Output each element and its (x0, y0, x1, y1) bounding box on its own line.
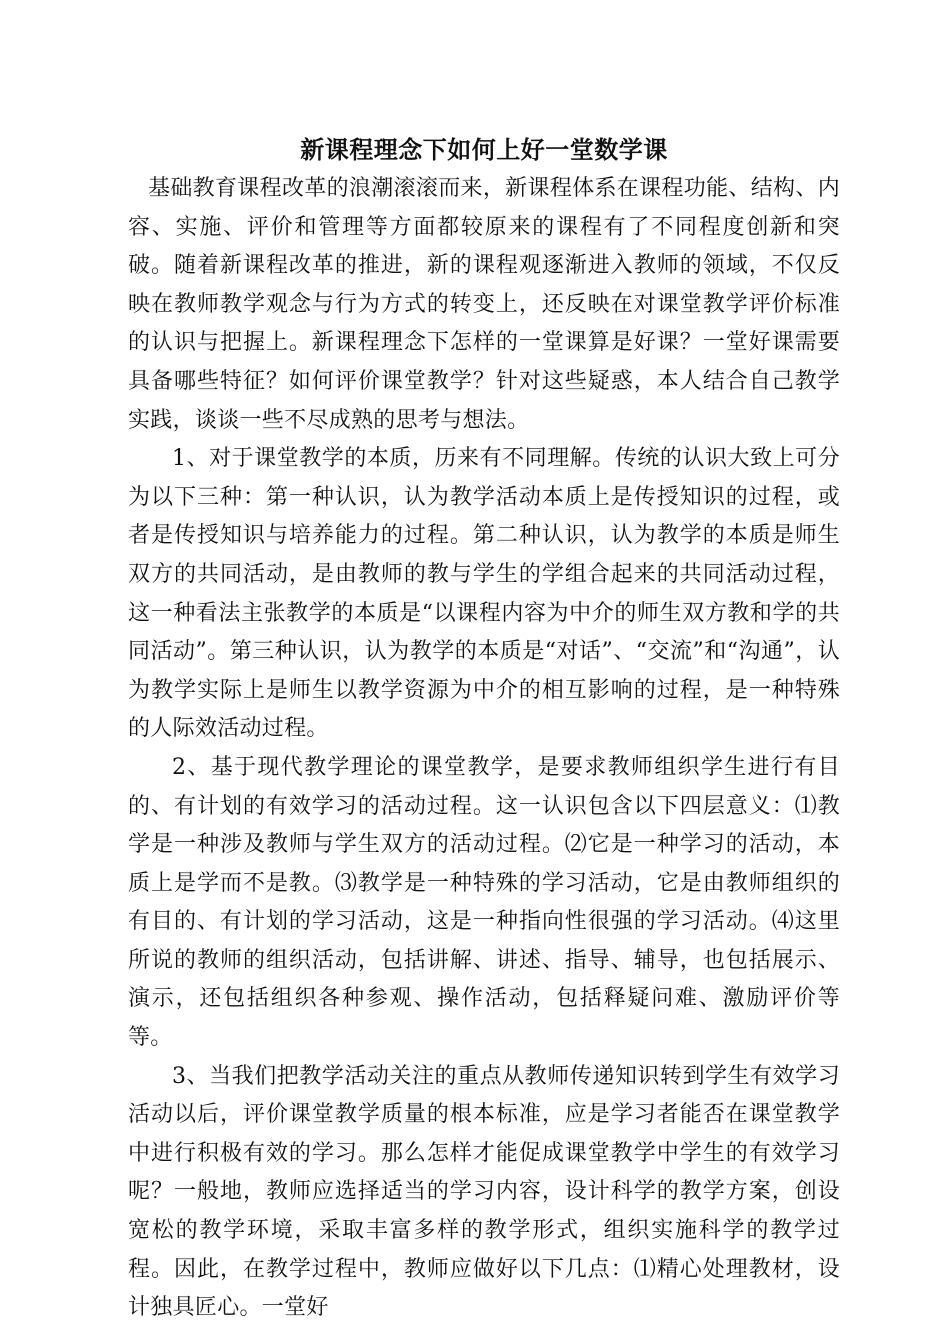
document-body (128, 132, 840, 1328)
paragraph-1: 1、对于课堂教学的本质，历来有不同理解。传统的认识大致上可分为以下三种：第一种认识，认为教学活动本质上是传授知识的过程，或者是传授知识与培养能力的过程。第二种认识，认为教学的本质是师生双方的共同活动，是由教师的教与学生的学组合起来的共同活动过程，这一种看法主张教学的本质是“以课程内容为中介的师生双方教和学的共同活动”。第三种认识，认为教学的本质是“对话”、“交流”和“沟通”，认为教学实际上是师生以教学资源为中介的相互影响的过程，是一种特殊的人际效活动过程。 (128, 446, 840, 742)
document-title: 新课程理念下如何上好一堂数学课 (300, 135, 668, 164)
paragraph-2: 2、基于现代教学理论的课堂教学，是要求教师组织学生进行有目的、有计划的有效学习的活动过程。这一认识包含以下四层意义：⑴教学是一种涉及教师与学生双方的活动过程。⑵它是一种学习的活动，本质上是学而不是教。⑶教学是一种特殊的学习活动，它是由教师组织的有目的、有计划的学习活动，这是一种指向性很强的学习活动。⑷这里所说的教师的组织活动，包括讲解、讲述、指导、辅导，也包括展示、演示，还包括组织各种参观、操作活动，包括释疑问难、激励评价等等。 (128, 754, 840, 1051)
paragraph-intro: 基础教育课程改革的浪潮滚滚而来，新课程体系在课程功能、结构、内容、实施、评价和管理等方面都较原来的课程有了不同程度创新和突破。随着新课程改革的推进，新的课程观逐渐进入教师的领域，不仅反映在教师教学观念与行为方式的转变上，还反映在对课堂教学评价标准的认识与把握上。新课程理念下怎样的一堂课算是好课？一堂好课需要具备哪些特征？如何评价课堂教学？针对这些疑惑，本人结合自己教学实践，谈谈一些不尽成熟的思考与想法。 (128, 176, 840, 433)
paragraph-3: 3、当我们把教学活动关注的重点从教师传递知识转到学生有效学习活动以后，评价课堂教学质量的根本标准，应是学习者能否在课堂教学中进行积极有效的学习。那么怎样才能促成课堂教学中学生的有效学习呢？一般地，教师应选择适当的学习内容，设计科学的教学方案，创设宽松的教学环境，采取丰富多样的教学形式，组织实施科学的教学过程。因此，在教学过程中，教师应做好以下几点：⑴精心处理教材，设计独具匠心。一堂好 (128, 1063, 840, 1321)
